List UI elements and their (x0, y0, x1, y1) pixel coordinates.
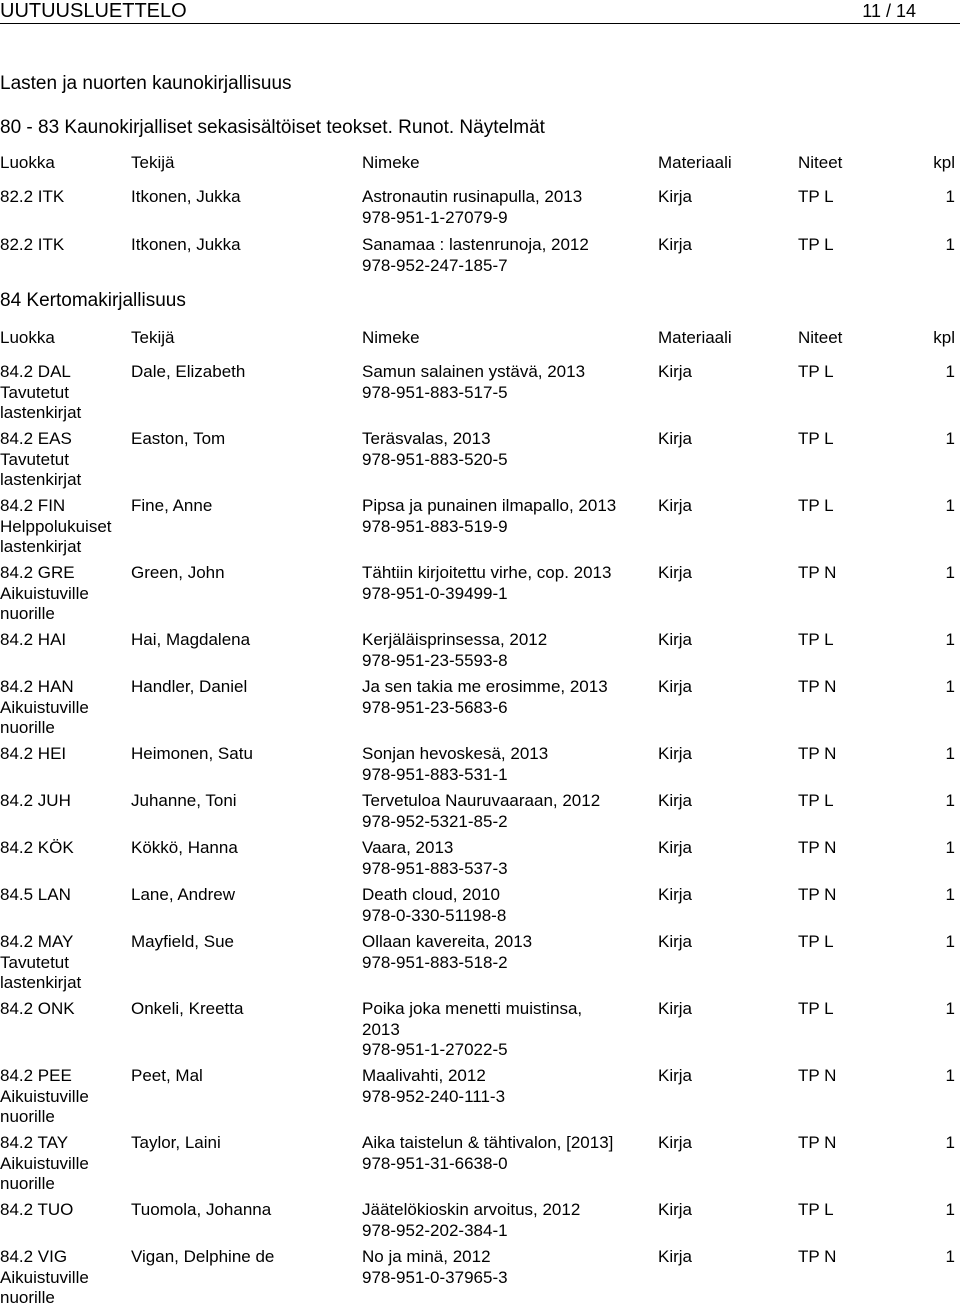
cell-niteet-line: TP L (798, 932, 834, 951)
cell-materiaali-line: Kirja (658, 630, 693, 649)
cell-luokka-line: lastenkirjat (0, 537, 82, 557)
cell-luokka-line: 84.2 TUO (0, 1200, 74, 1219)
cell-luokka-line: 84.2 FIN (0, 496, 66, 515)
cell-kpl-line: 1 (945, 885, 955, 904)
cell-materiaali (658, 791, 692, 812)
cell-niteet (798, 1200, 834, 1221)
cell-luokka-line: nuorille (0, 1107, 55, 1127)
cell-tekija (131, 235, 241, 256)
cell-tekija-line: Itkonen, Jukka (131, 235, 241, 254)
cell-kpl (946, 563, 955, 584)
cell-luokka-line: 84.2 VIG (0, 1247, 68, 1266)
col-tekija: Tekijä (131, 153, 175, 172)
cell-luokka (0, 677, 126, 739)
cell-tekija (131, 496, 212, 517)
cell-materiaali-line: Kirja (658, 1200, 693, 1219)
cell-kpl (946, 1200, 955, 1221)
cell-kpl (946, 1247, 955, 1268)
cell-tekija-line: Juhanne, Toni (131, 791, 237, 810)
cell-nimeke-line: Tervetuloa Nauruvaaraan, 2012 (362, 791, 601, 810)
cell-tekija (131, 1200, 271, 1221)
cell-luokka (0, 235, 126, 256)
cell-materiaali-line: Kirja (658, 235, 693, 254)
cell-tekija-line: Taylor, Laini (131, 1133, 221, 1152)
cell-materiaali-line: Kirja (658, 999, 693, 1018)
cell-kpl-line: 1 (945, 999, 955, 1018)
cell-materiaali-line: Kirja (658, 1133, 693, 1152)
cell-nimeke-line: Kerjäläisprinsessa, 2012 (362, 630, 548, 649)
cell-nimeke (362, 235, 589, 276)
cell-kpl-line: 1 (945, 1066, 955, 1085)
cell-luokka-line: 84.2 PEE (0, 1066, 72, 1085)
cell-nimeke (362, 429, 508, 470)
cell-nimeke-line: Tähtiin kirjoitettu virhe, cop. 2013 (362, 563, 612, 582)
cell-tekija (131, 630, 250, 651)
cell-kpl (946, 187, 955, 208)
cell-luokka-line: Helppolukuiset (0, 516, 112, 536)
cell-luokka (0, 496, 126, 558)
cell-nimeke-line: Teräsvalas, 2013 (362, 429, 491, 448)
cell-materiaali (658, 1200, 692, 1221)
cell-niteet (798, 235, 834, 256)
cell-luokka-line: 84.2 GRE (0, 563, 75, 582)
cell-niteet (798, 791, 834, 812)
cell-tekija-line: Fine, Anne (131, 496, 213, 515)
cell-luokka (0, 1200, 126, 1221)
cell-luokka (0, 1247, 126, 1309)
cell-kpl-line: 1 (945, 362, 955, 381)
cell-niteet (798, 1247, 836, 1268)
cell-materiaali (658, 677, 692, 698)
cell-kpl-line: 1 (945, 563, 955, 582)
cell-nimeke (362, 791, 600, 832)
cell-materiaali (658, 235, 692, 256)
cell-kpl (946, 1066, 955, 1087)
cell-niteet-line: TP N (798, 1247, 837, 1266)
cell-luokka-line: 84.2 HAI (0, 630, 67, 649)
cell-nimeke-line: 978-951-0-39499-1 (362, 583, 508, 603)
cell-materiaali (658, 1066, 692, 1087)
cell-materiaali (658, 999, 692, 1020)
cell-nimeke (362, 187, 582, 228)
cell-nimeke-line: Jäätelökioskin arvoitus, 2012 (362, 1200, 581, 1219)
col-kpl: kpl (933, 328, 955, 347)
cell-niteet (798, 677, 836, 698)
cell-tekija (131, 999, 243, 1020)
cell-luokka-line: 82.2 ITK (0, 235, 65, 254)
cell-nimeke-line: Ollaan kavereita, 2013 (362, 932, 533, 951)
col-nimeke: Nimeke (362, 328, 420, 347)
cell-kpl-line: 1 (945, 1247, 955, 1266)
cell-niteet (798, 1066, 836, 1087)
cell-nimeke (362, 563, 611, 604)
cell-materiaali (658, 187, 692, 208)
cell-nimeke-line: 978-951-883-520-5 (362, 449, 508, 469)
cell-materiaali (658, 496, 692, 517)
cell-luokka-line: 84.2 TAY (0, 1133, 69, 1152)
cell-tekija-line: Green, John (131, 563, 225, 582)
cell-luokka-line: 84.2 HAN (0, 677, 74, 696)
cell-luokka (0, 563, 126, 625)
column-headers-section2 (0, 327, 960, 349)
cell-nimeke-line: Astronautin rusinapulla, 2013 (362, 187, 583, 206)
col-materiaali: Materiaali (658, 153, 732, 172)
cell-nimeke-line: 978-951-883-517-5 (362, 382, 508, 402)
cell-nimeke (362, 1133, 613, 1174)
cell-kpl (946, 1133, 955, 1154)
cell-luokka (0, 362, 126, 424)
cell-niteet (798, 187, 834, 208)
cell-nimeke (362, 630, 547, 671)
cell-niteet-line: TP L (798, 630, 834, 649)
cell-materiaali-line: Kirja (658, 677, 693, 696)
col-materiaali: Materiaali (658, 328, 732, 347)
cell-kpl (946, 791, 955, 812)
cell-luokka-line: Aikuistuville (0, 1267, 89, 1287)
cell-niteet-line: TP N (798, 563, 837, 582)
col-nimeke: Nimeke (362, 153, 420, 172)
cell-nimeke-line: 978-951-883-519-9 (362, 516, 508, 536)
cell-nimeke-line: 978-0-330-51198-8 (362, 905, 507, 925)
cell-kpl-line: 1 (945, 496, 955, 515)
cell-kpl (946, 630, 955, 651)
cell-luokka-line: 84.2 HEI (0, 744, 67, 763)
cell-niteet (798, 563, 836, 584)
cell-nimeke-line: 978-952-5321-85-2 (362, 811, 508, 831)
cell-nimeke (362, 496, 616, 537)
cell-materiaali-line: Kirja (658, 885, 693, 904)
cell-kpl (946, 496, 955, 517)
cell-tekija-line: Peet, Mal (131, 1066, 203, 1085)
cell-luokka-line: Aikuistuville (0, 583, 89, 603)
cell-luokka (0, 932, 126, 994)
cell-niteet-line: TP N (798, 885, 837, 904)
cell-nimeke-line: Pipsa ja punainen ilmapallo, 2013 (362, 496, 617, 515)
cell-nimeke-line: 978-951-23-5593-8 (362, 650, 508, 670)
cell-materiaali-line: Kirja (658, 187, 693, 206)
cell-materiaali-line: Kirja (658, 791, 693, 810)
cell-luokka-line: Tavutetut (0, 382, 69, 402)
cell-nimeke (362, 362, 585, 403)
cell-materiaali-line: Kirja (658, 744, 693, 763)
cell-materiaali (658, 1133, 692, 1154)
cell-kpl-line: 1 (945, 1133, 955, 1152)
cell-materiaali (658, 744, 692, 765)
cell-materiaali (658, 1247, 692, 1268)
cell-niteet (798, 999, 834, 1020)
cell-kpl-line: 1 (945, 744, 955, 763)
cell-kpl-line: 1 (945, 791, 955, 810)
cell-nimeke-line: 978-951-1-27022-5 (362, 1040, 508, 1060)
cell-niteet (798, 932, 834, 953)
cell-luokka (0, 630, 126, 651)
cell-luokka-line: Aikuistuville (0, 697, 89, 717)
main-heading: Lasten ja nuorten kaunokirjallisuus (0, 73, 292, 94)
cell-niteet-line: TP N (798, 1066, 837, 1085)
cell-nimeke-line: 978-951-31-6638-0 (362, 1153, 508, 1173)
cell-luokka-line: Tavutetut (0, 952, 69, 972)
cell-tekija (131, 1066, 203, 1087)
cell-nimeke-line: Vaara, 2013 (362, 838, 454, 857)
cell-luokka (0, 885, 126, 906)
cell-kpl-line: 1 (945, 630, 955, 649)
cell-tekija-line: Dale, Elizabeth (131, 362, 246, 381)
cell-luokka-line: 84.2 ONK (0, 999, 75, 1018)
cell-luokka-line: 84.2 KÖK (0, 838, 74, 857)
cell-nimeke-line: Ja sen takia me erosimme, 2013 (362, 677, 608, 696)
cell-tekija-line: Itkonen, Jukka (131, 187, 241, 206)
column-headers-section1 (0, 152, 960, 174)
cell-luokka-line: Tavutetut (0, 449, 69, 469)
cell-kpl (946, 362, 955, 383)
cell-niteet (798, 630, 834, 651)
cell-niteet-line: TP L (798, 1200, 834, 1219)
cell-luokka-line: nuorille (0, 718, 55, 738)
cell-niteet-line: TP L (798, 496, 834, 515)
page-header (0, 0, 960, 22)
cell-kpl-line: 1 (945, 838, 955, 857)
cell-tekija-line: Easton, Tom (131, 429, 226, 448)
cell-nimeke-line: Poika joka menetti muistinsa, (362, 999, 583, 1018)
cell-materiaali-line: Kirja (658, 838, 693, 857)
cell-luokka (0, 1133, 126, 1195)
cell-luokka (0, 187, 126, 208)
cell-kpl (946, 999, 955, 1020)
cell-luokka-line: 84.2 MAY (0, 932, 74, 951)
cell-nimeke (362, 885, 506, 926)
cell-niteet-line: TP L (798, 999, 834, 1018)
cell-materiaali (658, 563, 692, 584)
cell-luokka (0, 999, 126, 1020)
cell-niteet-line: TP N (798, 838, 837, 857)
cell-luokka (0, 429, 126, 491)
cell-nimeke (362, 1200, 580, 1241)
cell-kpl (946, 885, 955, 906)
cell-nimeke-line: 978-952-247-185-7 (362, 255, 508, 275)
cell-luokka (0, 791, 126, 812)
cell-luokka-line: lastenkirjat (0, 403, 82, 423)
cell-nimeke-line: 2013 (362, 1019, 400, 1039)
cell-nimeke-line: Sonjan hevoskesä, 2013 (362, 744, 549, 763)
cell-tekija-line: Handler, Daniel (131, 677, 248, 696)
cell-tekija (131, 187, 241, 208)
cell-niteet-line: TP L (798, 429, 834, 448)
cell-nimeke-line: Samun salainen ystävä, 2013 (362, 362, 586, 381)
cell-nimeke (362, 677, 608, 718)
cell-tekija (131, 932, 234, 953)
col-niteet: Niteet (798, 328, 843, 347)
cell-nimeke-line: Sanamaa : lastenrunoja, 2012 (362, 235, 589, 254)
cell-nimeke-line: Death cloud, 2010 (362, 885, 500, 904)
header-divider (0, 23, 960, 24)
cell-materiaali-line: Kirja (658, 1066, 693, 1085)
cell-materiaali-line: Kirja (658, 1247, 693, 1266)
cell-tekija-line: Hai, Magdalena (131, 630, 251, 649)
cell-kpl-line: 1 (945, 677, 955, 696)
cell-kpl-line: 1 (945, 932, 955, 951)
cell-tekija-line: Kökkö, Hanna (131, 838, 238, 857)
cell-materiaali-line: Kirja (658, 563, 693, 582)
cell-niteet-line: TP N (798, 744, 837, 763)
cell-niteet-line: TP L (798, 235, 834, 254)
cell-niteet (798, 838, 836, 859)
cell-materiaali (658, 362, 692, 383)
cell-kpl (946, 932, 955, 953)
cell-nimeke-line: 978-952-202-384-1 (362, 1220, 508, 1240)
cell-tekija (131, 362, 245, 383)
cell-niteet (798, 362, 834, 383)
cell-nimeke-line: Aika taistelun & tähtivalon, [2013] (362, 1133, 614, 1152)
cell-kpl-line: 1 (945, 235, 955, 254)
cell-nimeke (362, 932, 532, 973)
cell-materiaali (658, 429, 692, 450)
cell-tekija (131, 1133, 221, 1154)
cell-luokka-line: 84.5 LAN (0, 885, 71, 904)
cell-niteet (798, 429, 834, 450)
cell-nimeke (362, 1066, 505, 1107)
cell-materiaali (658, 932, 692, 953)
cell-nimeke-line: 978-951-883-537-3 (362, 858, 508, 878)
cell-kpl (946, 838, 955, 859)
cell-materiaali-line: Kirja (658, 496, 693, 515)
col-luokka: Luokka (0, 328, 55, 347)
cell-luokka (0, 1066, 126, 1128)
cell-luokka-line: 82.2 ITK (0, 187, 65, 206)
section-heading-84: 84 Kertomakirjallisuus (0, 290, 186, 311)
cell-materiaali (658, 630, 692, 651)
col-luokka: Luokka (0, 153, 55, 172)
cell-niteet (798, 1133, 836, 1154)
cell-nimeke-line: 978-951-23-5683-6 (362, 697, 508, 717)
cell-nimeke-line: 978-951-0-37965-3 (362, 1267, 508, 1287)
cell-niteet (798, 885, 836, 906)
cell-luokka-line: 84.2 DAL (0, 362, 71, 381)
cell-luokka (0, 838, 126, 859)
cell-nimeke (362, 838, 508, 879)
cell-nimeke-line: 978-951-883-518-2 (362, 952, 508, 972)
cell-tekija-line: Heimonen, Satu (131, 744, 253, 763)
cell-luokka-line: Aikuistuville (0, 1086, 89, 1106)
col-kpl: kpl (933, 153, 955, 172)
cell-luokka (0, 744, 126, 765)
cell-luokka-line: 84.2 JUH (0, 791, 71, 810)
cell-niteet (798, 496, 834, 517)
cell-tekija (131, 791, 237, 812)
cell-luokka-line: 84.2 EAS (0, 429, 72, 448)
cell-nimeke-line: No ja minä, 2012 (362, 1247, 491, 1266)
cell-tekija (131, 429, 225, 450)
cell-tekija-line: Vigan, Delphine de (131, 1247, 275, 1266)
page-number: 11 / 14 (862, 1, 916, 21)
cell-tekija (131, 563, 225, 584)
cell-kpl (946, 677, 955, 698)
cell-luokka-line: lastenkirjat (0, 470, 82, 490)
cell-luokka-line: Aikuistuville (0, 1153, 89, 1173)
cell-tekija (131, 1247, 274, 1268)
cell-nimeke (362, 999, 582, 1061)
cell-nimeke (362, 744, 548, 785)
cell-tekija (131, 885, 235, 906)
cell-nimeke-line: Maalivahti, 2012 (362, 1066, 486, 1085)
col-niteet: Niteet (798, 153, 843, 172)
cell-kpl-line: 1 (945, 429, 955, 448)
cell-kpl-line: 1 (945, 187, 955, 206)
cell-tekija (131, 677, 247, 698)
cell-kpl (946, 235, 955, 256)
cell-materiaali (658, 838, 692, 859)
cell-materiaali-line: Kirja (658, 932, 693, 951)
cell-niteet-line: TP L (798, 791, 834, 810)
cell-tekija (131, 838, 238, 859)
cell-niteet-line: TP N (798, 1133, 837, 1152)
cell-materiaali-line: Kirja (658, 362, 693, 381)
cell-tekija (131, 744, 253, 765)
cell-niteet-line: TP L (798, 187, 834, 206)
cell-luokka-line: lastenkirjat (0, 973, 82, 993)
cell-materiaali (658, 885, 692, 906)
cell-tekija-line: Lane, Andrew (131, 885, 235, 904)
cell-niteet-line: TP N (798, 677, 837, 696)
section-heading-80-83: 80 - 83 Kaunokirjalliset sekasisältöiset teokset. Runot. Näytelmät (0, 117, 545, 138)
cell-niteet (798, 744, 836, 765)
cell-luokka-line: nuorille (0, 1174, 55, 1194)
cell-nimeke (362, 1247, 508, 1288)
cell-kpl-line: 1 (945, 1200, 955, 1219)
cell-tekija-line: Mayfield, Sue (131, 932, 234, 951)
cell-materiaali-line: Kirja (658, 429, 693, 448)
cell-kpl (946, 429, 955, 450)
cell-niteet-line: TP L (798, 362, 834, 381)
col-tekija: Tekijä (131, 328, 175, 347)
cell-nimeke-line: 978-951-1-27079-9 (362, 207, 508, 227)
cell-tekija-line: Onkeli, Kreetta (131, 999, 244, 1018)
catalog-title: UUTUUSLUETTELO (0, 0, 187, 22)
cell-nimeke-line: 978-951-883-531-1 (362, 764, 508, 784)
cell-luokka-line: nuorille (0, 1288, 55, 1308)
cell-tekija-line: Tuomola, Johanna (131, 1200, 272, 1219)
cell-luokka-line: nuorille (0, 604, 55, 624)
cell-kpl (946, 744, 955, 765)
cell-nimeke-line: 978-952-240-111-3 (362, 1086, 506, 1106)
